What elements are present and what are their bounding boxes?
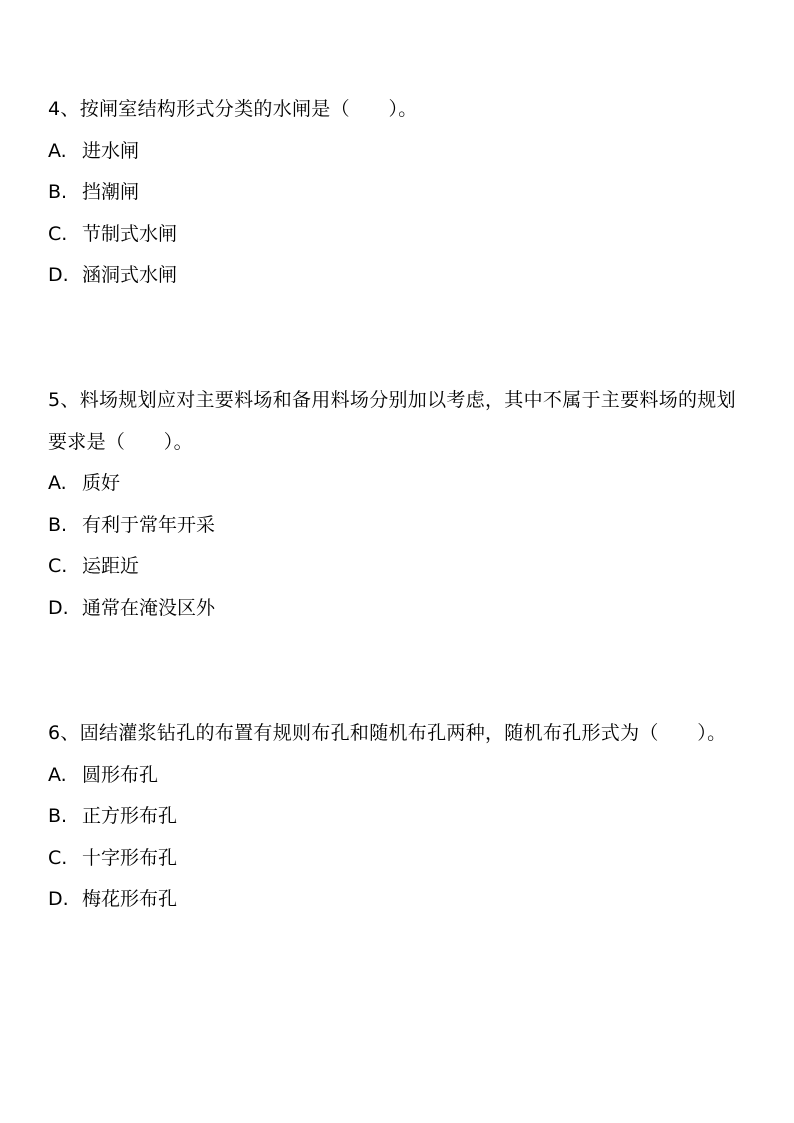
question-5-text: 5、料场规划应对主要料场和备用料场分别加以考虑，其中不属于主要料场的规划要求是（ ）。 (48, 389, 736, 453)
question-4-options (48, 131, 748, 297)
option-text: 进水闸 (82, 139, 140, 162)
option-text: 挡潮闸 (82, 181, 140, 203)
option-letter: A. (48, 139, 67, 162)
option-text: 正方形布孔 (82, 805, 178, 827)
option-text: 有利于常年开采 (82, 513, 216, 536)
option-letter: D. (48, 596, 69, 619)
option-text: 运距近 (82, 555, 140, 577)
option-letter: C. (48, 555, 68, 577)
option-letter: B. (48, 805, 68, 827)
question-4-option-b[interactable] (48, 172, 748, 214)
question-6-option-b[interactable] (48, 796, 748, 838)
question-5 (48, 380, 748, 629)
question-4-option-a[interactable] (48, 131, 748, 173)
question-6-text: 6、固结灌浆钻孔的布置有规则布孔和随机布孔两种，随机布孔形式为（ ）。 (48, 722, 727, 744)
question-4-option-d[interactable] (48, 255, 748, 297)
option-letter: A. (48, 472, 67, 494)
option-letter: D. (48, 264, 69, 286)
question-4-text: 4、按闸室结构形式分类的水闸是（ ）。 (48, 98, 418, 120)
option-text: 圆形布孔 (82, 763, 159, 786)
option-text: 节制式水闸 (82, 222, 178, 245)
question-5-option-d[interactable] (48, 588, 748, 630)
question-5-options (48, 463, 748, 629)
question-4 (48, 89, 748, 297)
option-letter: C. (48, 846, 68, 869)
option-text: 涵洞式水闸 (82, 264, 178, 286)
option-letter: C. (48, 222, 68, 245)
question-6-option-c[interactable] (48, 838, 748, 880)
option-text: 通常在淹没区外 (82, 596, 216, 619)
option-text: 质好 (82, 472, 121, 494)
question-5-option-c[interactable] (48, 546, 748, 588)
question-6-option-a[interactable] (48, 755, 748, 797)
option-text: 梅花形布孔 (82, 888, 178, 910)
question-6-options (48, 755, 748, 921)
option-letter: B. (48, 181, 68, 203)
option-text: 十字形布孔 (82, 846, 178, 869)
question-6-option-d[interactable] (48, 879, 748, 921)
option-letter: D. (48, 888, 69, 910)
question-6 (48, 713, 748, 921)
question-5-option-a[interactable] (48, 463, 748, 505)
question-5-option-b[interactable] (48, 505, 748, 547)
option-letter: B. (48, 513, 68, 536)
option-letter: A. (48, 763, 67, 786)
question-4-option-c[interactable] (48, 214, 748, 256)
